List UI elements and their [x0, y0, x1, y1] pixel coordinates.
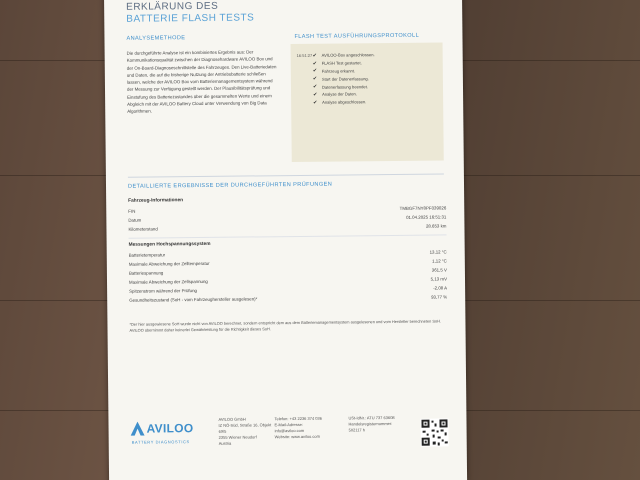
- section-divider: [128, 173, 444, 177]
- report-paper: [104, 0, 467, 480]
- vehicle-info-heading: Fahrzeug-Informationen: [128, 198, 184, 204]
- protocol-item: ✔ Analyse abgeschlossen.: [313, 99, 367, 106]
- hv-row: Spitzenstrom während der Prüfung -2,08 A: [129, 285, 448, 294]
- aviloo-logo-icon: [130, 422, 144, 436]
- protocol-item: ✔ Analyse der Daten.: [313, 91, 357, 98]
- soh-footnote: *Der hier ausgewiesene SoH wurde nicht von AVILOO berechnet, sondern entspricht dem aus dem Batteriemanagementsystem ausgelesenen und vom Hersteller berechneten SoH. AVILOO übernimmt daher keinerlei Gewährleistung für die Richtigkeit dieses SoH.: [129, 318, 442, 334]
- protocol-box: [291, 42, 444, 162]
- hv-row: Maximale Abweichung der Zelltemperatur 1,12 °C: [128, 258, 447, 267]
- results-heading: DETAILLIERTE ERGEBNISSE DER DURCHGEFÜHRTEN PRÜFUNGEN: [127, 181, 333, 190]
- vehicle-row-vin: FIN TMBGF7NY8PF039026: [128, 205, 447, 214]
- logo-wordmark: AVILOO: [146, 421, 194, 436]
- hv-row: Batteriespannung 361,5 V: [128, 267, 447, 276]
- hv-row: Batterietemperatur 13,12 °C: [128, 249, 447, 258]
- protocol-list: [313, 51, 376, 106]
- qr-code-icon: [420, 418, 448, 446]
- title-line-1: ERKLÄRUNG DES: [126, 0, 219, 13]
- hv-row: Gesundheitszustand (SoH - vom Fahrzeughersteller ausgelesen)* 93,77 %: [129, 294, 448, 303]
- protocol-item: ✔ AVILOO-Box angeschlossen.: [312, 52, 375, 59]
- document-title: [126, 0, 254, 24]
- check-icon: ✔: [313, 99, 318, 106]
- vehicle-row-mileage: Kilometerstand 28.653 km: [128, 223, 447, 232]
- footer-contact: Telefon: +43 2236 374 036 E-Mail-Adresse: info@aviloo.com Website: www.aviloo.com: [274, 415, 322, 440]
- method-heading: ANALYSEMETHODE: [126, 35, 186, 42]
- hv-heading: Messungen Hochspannungssystem: [128, 241, 211, 248]
- check-icon: ✔: [313, 91, 318, 98]
- hv-row: Maximale Abweichung der Zellspannung 5,13 mV: [128, 276, 448, 285]
- check-icon: ✔: [312, 60, 317, 67]
- check-icon: ✔: [312, 68, 318, 75]
- title-line-2: BATTERIE FLASH TESTS: [126, 12, 255, 25]
- page-footer: [108, 412, 467, 476]
- check-icon: ✔: [312, 52, 317, 59]
- vehicle-row-date: Datum 01.04.2025 16:51:31: [128, 214, 447, 223]
- footer-legal: USt-IdNr.: ATU 737 63608 Handelsregisternummer: 502117 h: [348, 414, 395, 433]
- protocol-heading: FLASH TEST AUSFÜHRUNGSPROTOKOLL: [294, 32, 420, 41]
- method-text: Die durchgeführte Analyse ist ein kombiniertes Ergebnis aus: Der Kommunikationsqualität zwischen der Diagnosehardware AVILOO Box und der On-Board-Diagnoseschnittstelle des Fahrzeuges. Den Live-Batteriedaten und Daten, die auf die bisherige Nutzung der Antriebsbatterie schließen lassen, welche der AVILOO Box vom Batteriemanagementsystem während der Messung zur Verfügung gestellt werden. Der Plausibilitätsprüfung und Einstufung des Batteriezustandes über die gesammelten Werte und einem Abgleich mit der AVILOO Battery Cloud unter Verwendung von Big Data Algorithmen.: [126, 49, 277, 115]
- footer-address: AVILOO GmbH IZ NÖ-Süd, Straße 16, Objekt 69/5 2355 Wiener Neudorf Austria: [218, 416, 272, 446]
- check-icon: ✔: [312, 76, 318, 83]
- protocol-item: ✔ Datenerfassung beendet.: [312, 83, 368, 90]
- protocol-item: ✔ Fahrzeug erkannt.: [312, 68, 356, 75]
- protocol-item: ✔ Start der Datenerfassung.: [312, 76, 369, 83]
- logo-tagline: BATTERY DIAGNOSTICS: [131, 439, 190, 445]
- check-icon: ✔: [312, 83, 318, 90]
- aviloo-logo: [130, 419, 220, 445]
- protocol-time: 16:51:27: [296, 52, 313, 58]
- row-separator: [129, 234, 447, 238]
- protocol-item: ✔ FLASH Test gestartet.: [312, 60, 362, 67]
